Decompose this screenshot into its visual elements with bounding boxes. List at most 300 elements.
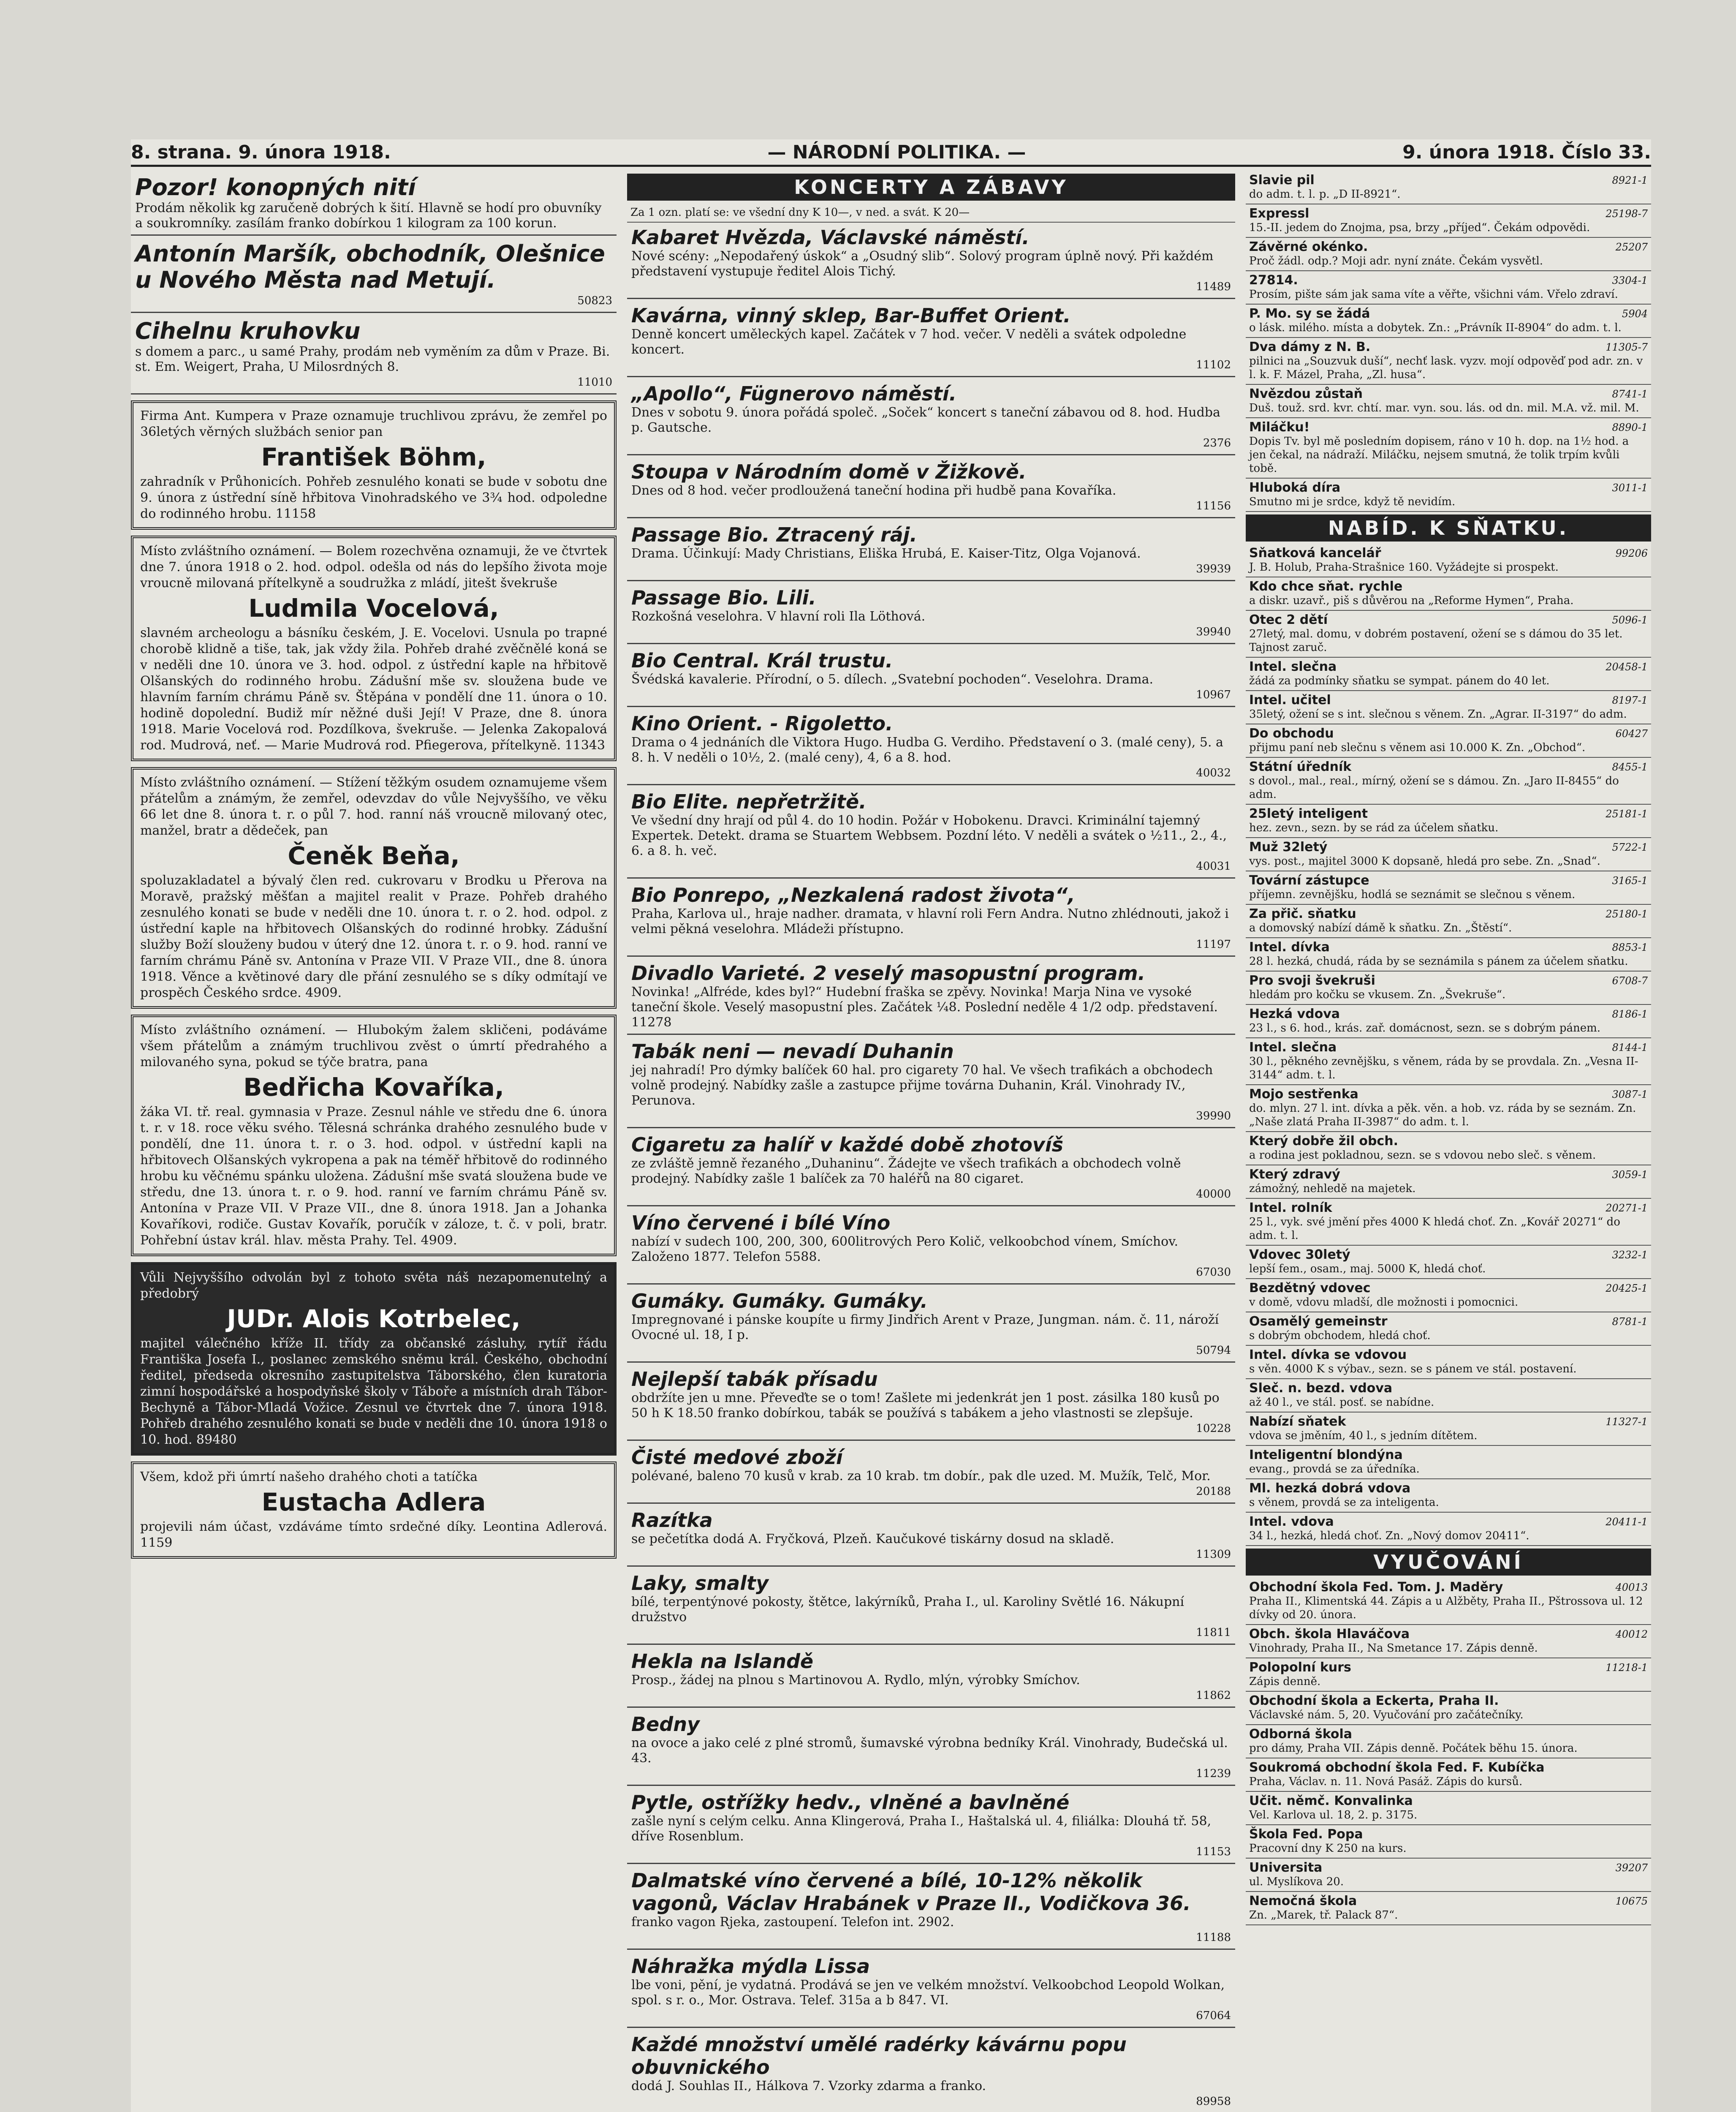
ad-text: 34 l., hezká, hledá choť. Zn. „Nový domov 20411“. [1249, 1530, 1530, 1542]
ad-number: 20188 [1196, 1485, 1231, 1498]
ad-text: a diskr. uzavř., piš s důvěrou na „Reforme Hymen“, Praha. [1249, 594, 1574, 607]
ad-title: Intel. učitel [1249, 693, 1331, 708]
ad-text: Praha, Karlova ul., hraje nadher. dramata, v hlavní roli Fern Andra. Nutno zhlédnouti, jakož i velmi pěkná veselohra. Mládeži přístupno. [631, 906, 1229, 936]
ad-text: Vel. Karlova ul. 18, 2. p. 3175. [1249, 1809, 1418, 1821]
ad-title: Vdovec 30letý [1249, 1247, 1350, 1262]
column-2 [627, 171, 1235, 2112]
ad-title: Do obchodu [1249, 726, 1334, 741]
ad-text: Proč žádl. odp.? Moji adr. nyní znáte. Čekám vysvětl. [1249, 255, 1543, 267]
classified-ad [1246, 171, 1651, 204]
ad-title: Kdo chce sňat. rychle [1249, 579, 1403, 594]
display-ad [627, 1788, 1235, 1864]
obituary-notice [131, 1462, 617, 1559]
ad-title: Sleč. n. bezd. vdova [1249, 1381, 1393, 1396]
obituary-notice [131, 400, 617, 530]
ad-number: 11239 [1196, 1767, 1231, 1780]
classified-ad [1246, 1346, 1651, 1379]
ad-text: Prosím, pište sám jak sama víte a věřte, všichni vám. Vřelo zdraví. [1249, 288, 1618, 301]
notice-body: projevili nám účast, vzdáváme tímto srdečné díky. Leontina Adlerová. 1159 [140, 1519, 607, 1550]
ad-title: Škola Fed. Popa [1249, 1827, 1363, 1842]
ad-text: žádá za podmínky sňatku se sympat. pánem do 40 let. [1249, 675, 1550, 687]
ad-id: 25180-1 [1606, 908, 1648, 920]
ad-headline: Kino Orient. - Rigoletto. [631, 712, 893, 735]
classified-ad [1246, 418, 1651, 479]
ad-text: Novinka! „Alfréde, kdes byl?“ Hudební fraška se zpěvy. Novinka! Marja Nina ve vysoké taneční škole. Veselý masopustní ples. Začátek ¼8. Poslední neděle 4 1/2 odp. představení. 11278 [631, 985, 1218, 1030]
ad-number: 40032 [1196, 767, 1231, 779]
ad-headline: Razítka [631, 1509, 713, 1532]
ad-text: bílé, terpentýnové pokosty, štětce, lakýrníků, Praha I., ul. Karoliny Světlé 16. Nákupní družstvo [631, 1595, 1185, 1625]
ad-number: 11153 [1196, 1845, 1231, 1858]
notice-intro: Vůli Nejvyššího odvolán byl z tohoto světa náš nezapomenutelný a předobrý [140, 1270, 607, 1301]
classified-ad [1246, 972, 1651, 1005]
ad-title: Závěrné okénko. [1249, 240, 1368, 254]
obituary-notice [131, 1262, 617, 1456]
classified-ads [1246, 171, 1651, 1925]
ad-text: s věn. 4000 K s výbav., sezn. se s pánem ve stál. postavení. [1249, 1363, 1577, 1375]
classified-ad [1246, 271, 1651, 305]
masthead-title: — NÁRODNÍ POLITIKA. — [767, 141, 1026, 163]
ad-text: 28 l. hezká, chudá, ráda by se seznámila s pánem za účelem sňatku. [1249, 955, 1628, 968]
ad-id: 8144-1 [1612, 1042, 1648, 1053]
ad-text: Prodám několik kg zaručeně dobrých k šití. Hlavně se hodí pro obuvníky a soukromníky. zasílám franko dobírkou 1 kilogram za 100 korun. [135, 201, 602, 231]
classified-ad [1246, 1085, 1651, 1132]
ad-headline: Bedny [631, 1713, 700, 1736]
ad-text: Václavské nám. 5, 20. Vyučování pro začátečníky. [1249, 1709, 1524, 1721]
ad-headline: Laky, smalty [631, 1572, 769, 1595]
ad-id: 25181-1 [1606, 808, 1648, 820]
ad-text: se pečetítka dodá A. Fryčková, Plzeň. Kaučukové tiskárny dosud na skladě. [631, 1532, 1114, 1546]
ad-id: 8186-1 [1612, 1008, 1648, 1020]
notice-intro: Firma Ant. Kumpera v Praze oznamuje truchlivou zprávu, že zemřel po 36letých věrných službách senior pan [140, 408, 607, 439]
classified-ad [1246, 871, 1651, 905]
ad-title: Mojo sestřenka [1249, 1087, 1358, 1102]
ad-number: 11811 [1196, 1626, 1231, 1639]
ad-text: Dopis Tv. byl mě posledním dopisem, ráno v 10 h. dop. na 1½ hod. a jen čekal, na nádraží. Miláčku, nejsem smutná, že tolik trpím kvůli tobě. [1249, 435, 1629, 475]
ad-text: o lásk. milého. místa a dobytek. Zn.: „Právník II-8904“ do adm. t. l. [1249, 321, 1622, 334]
ad-number: 11102 [1196, 359, 1231, 371]
display-ad [627, 709, 1235, 785]
classified-ad [1246, 1005, 1651, 1038]
deceased-name: František Böhm, [261, 443, 486, 471]
ad-title: Universita [1249, 1860, 1323, 1875]
obituary-notice [131, 536, 617, 761]
ad-title: Intel. slečna [1249, 659, 1337, 674]
ad-number: 10228 [1196, 1422, 1231, 1435]
ad-title: Obchodní škola Fed. Tom. J. Maděry [1249, 1580, 1503, 1595]
notice-intro: Místo zvláštního oznámení. — Stížení těžkým osudem oznamujeme všem přátelům a známým, že zemřel, odevzdav do vůle Nejvyššího, ve věku 66 let dne 8. února t. r. o půl 7. hod. ranní náš vroucně milovaný otec, manžel, bratr a dědeček, pan [140, 775, 607, 838]
ad-text: pilnici na „Souzvuk duší“, nechť lask. vyzv. mojí odpověď pod adr. zn. v l. k. F. Mázel, Praha, „Zl. husa“. [1249, 355, 1643, 381]
ad-text: Prosp., žádej na plnou s Martinovou A. Rydlo, mlýn, výrobky Smíchov. [631, 1673, 1080, 1687]
ad-headline: „Apollo“, Fügnerovo náměstí. [631, 382, 957, 405]
ad-id: 3232-1 [1612, 1249, 1648, 1261]
ad-title: Expressl [1249, 206, 1309, 221]
display-ad [627, 1208, 1235, 1285]
ad-text: lepší fem., osam., maj. 5000 K, hledá choť. [1249, 1263, 1486, 1275]
classified-ad [1246, 1692, 1651, 1725]
ad-title: Bezdětný vdovec [1249, 1281, 1371, 1296]
classified-ad [1246, 1578, 1651, 1625]
ad-text: Nové scény: „Nepodařený úskok“ a „Osudný slib“. Solový program úplně nový. Při každém představení vystupuje ředitel Alois Tichý. [631, 249, 1214, 279]
classified-ad [1246, 1859, 1651, 1892]
ad-id: 8781-1 [1612, 1316, 1648, 1328]
ad-text: a domovský nabízí dámě k sňatku. Zn. „Štěstí“. [1249, 922, 1512, 934]
ad-id: 11218-1 [1606, 1662, 1648, 1674]
ad-text: až 40 l., ve stál. posť. se nabídne. [1249, 1396, 1434, 1409]
ad-headline: Čisté medové zboží [631, 1446, 843, 1469]
ad-title: 25letý inteligent [1249, 806, 1368, 821]
classified-ad [1246, 1413, 1651, 1446]
ad-title: Sňatková kancelář [1249, 546, 1381, 561]
display-ad [627, 1866, 1235, 1950]
ad-number: 39939 [1196, 563, 1231, 575]
ad-text: Praha, Václav. n. 11. Nová Pasáž. Zápis do kursů. [1249, 1775, 1523, 1788]
display-ad [627, 1951, 1235, 2028]
ad-text: Drama o 4 jednáních dle Viktora Hugo. Hudba G. Verdiho. Představení o 3. (malé ceny), 5. a 8. h. V neděli o 10½, 2. (malé ceny), 4, 6 a 8. hod. [631, 735, 1223, 765]
ad-text: Praha II., Klimentská 44. Zápis a u Alžběty, Praha II., Pštrossova ul. 12 dívky od 20. února. [1249, 1595, 1643, 1621]
ad-id: 5722-1 [1612, 841, 1648, 853]
ad-text: jej nahradí! Pro dýmky balíček 60 hal. pro cigarety 70 hal. Ve všech trafikách a obchodech volně prodejný. Nabídky zašle a zastupce přijme továrna Duhanin, Král. Vinohrady IV., Perunova. [631, 1063, 1213, 1108]
ad-text: Dnes v sobotu 9. února pořádá společ. „Soček“ koncert s taneční zábavou od 8. hod. Hudba p. Gautsche. [631, 405, 1220, 435]
display-ad [627, 583, 1235, 644]
classified-ad [1246, 1625, 1651, 1658]
notice-intro: Všem, kdož při úmrtí našeho drahého choti a tatíčka [140, 1470, 478, 1484]
ad-headline: Divadlo Varieté. 2 veselý masopustní program. [631, 962, 1146, 985]
column-1 [131, 171, 617, 2112]
classified-ad [1246, 805, 1651, 838]
ad-id: 25207 [1615, 241, 1648, 253]
ad-text: zámožný, nehledě na majetek. [1249, 1182, 1416, 1195]
classified-ad [1246, 1165, 1651, 1199]
ad-text: zašle nyní s celým celku. Anna Klingerová, Praha I., Haštalská ul. 4, filiálka: Dlouhá tř. 58, dříve Rosenblum. [631, 1814, 1212, 1844]
ad-title: Hluboká díra [1249, 480, 1341, 495]
ad-text: 35letý, ožení se s int. slečnou s věnem. Zn. „Agrar. II-3197“ do adm. [1249, 708, 1627, 721]
ad-text: Vinohrady, Praha II., Na Smetance 17. Zápis denně. [1249, 1642, 1538, 1655]
ad-title: Pro svoji švekruši [1249, 973, 1375, 988]
display-ad [131, 237, 617, 313]
classified-ad [1246, 1312, 1651, 1346]
classified-ad [1246, 758, 1651, 805]
classified-ad [1246, 1379, 1651, 1413]
ad-id: 8853-1 [1612, 942, 1648, 953]
ad-id: 39207 [1615, 1862, 1648, 1874]
ad-text: hledám pro kočku se vkusem. Zn. „Švekruše“. [1249, 988, 1506, 1001]
ad-text: nabízí v sudech 100, 200, 300, 600litrových Pero Količ, velkoobchod vínem, Smíchov. Založeno 1877. Telefon 5588. [631, 1234, 1179, 1264]
ad-title: Za přič. sňatku [1249, 906, 1356, 921]
ad-headline: Gumáky. Gumáky. Gumáky. [631, 1290, 928, 1312]
deceased-name: Eustacha Adlera [261, 1488, 486, 1516]
ad-headline: Kavárna, vinný sklep, Bar-Buffet Orient. [631, 304, 1071, 327]
ad-text: 15.-II. jedem do Znojma, psa, brzy „příjed“. Čekám odpovědi. [1249, 221, 1590, 234]
ad-text: Pracovní dny K 250 na kurs. [1249, 1842, 1407, 1855]
ad-headline: Stoupa v Národním domě v Žižkově. [631, 460, 1027, 483]
ad-text: s domem a parc., u samé Prahy, prodám neb vyměním za dům v Praze. Bi. st. Em. Weigert, Praha, U Milosrdných 8. [135, 344, 610, 374]
classified-ad [1246, 611, 1651, 658]
notice-intro: Místo zvláštního oznámení. — Bolem rozechvěna oznamuji, že ve čtvrtek dne 7. února 1918 o 2. hod. odpol. odešla od nás do lepšího života moje vroucně milovaná přítelkyně a soudružka z mládí, jitešt švekruše [140, 544, 607, 591]
classified-ad [1246, 1725, 1651, 1758]
ad-title: Intel. rolník [1249, 1200, 1332, 1215]
display-ad [627, 301, 1235, 377]
ad-id: 3059-1 [1612, 1169, 1648, 1181]
ad-headline: Pytle, ostřížky hedv., vlněné a bavlněné [631, 1791, 1070, 1814]
display-ad [627, 1709, 1235, 1786]
ad-title: Obch. škola Hlaváčova [1249, 1627, 1410, 1641]
ad-title: P. Mo. sy se žádá [1249, 306, 1370, 321]
ad-text: do. mlyn. 27 l. int. dívka a pěk. věn. a hob. vz. ráda by se seznám. Zn. „Naše zlatá Praha II-3987“ do adm. t. l. [1249, 1102, 1636, 1128]
ad-id: 40013 [1615, 1581, 1648, 1593]
column-3 [1246, 171, 1651, 2112]
vyucovani-banner: VYUČOVÁNÍ [1246, 1549, 1651, 1576]
ad-headline: Cigaretu za halíř v každé době zhotovíš [631, 1133, 1064, 1156]
ad-headline: Passage Bio. Lili. [631, 586, 816, 609]
classified-ad [1246, 238, 1651, 271]
ad-title: Nabízí sňatek [1249, 1414, 1346, 1429]
display-ad [627, 880, 1235, 957]
ad-title: Který zdravý [1249, 1167, 1340, 1182]
deceased-name: Bedřicha Kovaříka, [243, 1073, 504, 1102]
ad-id: 8741-1 [1612, 388, 1648, 400]
ad-id: 20411-1 [1606, 1516, 1648, 1528]
display-ad [627, 520, 1235, 581]
ad-number: 40000 [1196, 1188, 1231, 1200]
ad-headline: Bio Ponrepo, „Nezkalená radost života“, [631, 884, 1075, 906]
classified-ad [1246, 1279, 1651, 1312]
ad-id: 3087-1 [1612, 1089, 1648, 1100]
classified-ad [1246, 1658, 1651, 1692]
ad-number: 11010 [577, 376, 612, 389]
ad-number: 39990 [1196, 1110, 1231, 1122]
ad-title: Odborná škola [1249, 1727, 1353, 1742]
ad-title: Intel. slečna [1249, 1040, 1337, 1055]
ad-text: dodá J. Souhlas II., Hálkova 7. Vzorky zdarma a franko. [631, 2079, 986, 2093]
ad-text: 27letý, mal. domu, v dobrém postavení, ožení se s dámou do 35 let. Tajnost zaruč. [1249, 628, 1623, 654]
ad-number: 11489 [1196, 280, 1231, 293]
ad-number: 39940 [1196, 626, 1231, 638]
ad-title: Polopolní kurs [1249, 1660, 1351, 1675]
column-2-ads [627, 223, 1235, 2112]
display-ad [627, 223, 1235, 299]
ad-title: Slavie pil [1249, 173, 1315, 188]
ad-text: hez. zevn., sezn. by se rád za účelem sňatku. [1249, 822, 1499, 834]
classified-ad [1246, 577, 1651, 611]
display-ad [627, 2030, 1235, 2112]
display-ad [627, 1130, 1235, 1206]
ad-id: 5904 [1622, 308, 1648, 320]
ad-headline: Každé množství umělé radérky kávárnu popu obuvnického [631, 2033, 1127, 2079]
ad-title: Dva dámy z N. B. [1249, 340, 1371, 354]
ad-text: pro dámy, Praha VII. Zápis denně. Počátek běhu 15. února. [1249, 1742, 1578, 1755]
classified-ad [1246, 338, 1651, 385]
ad-text: s dovol., mal., real., mírný, ožení se s dámou. Zn. „Jaro II-8455“ do adm. [1249, 775, 1619, 801]
ad-id: 8197-1 [1612, 694, 1648, 706]
ad-id: 20458-1 [1606, 661, 1648, 673]
ad-title: Nvězdou zůstaň [1249, 386, 1363, 401]
ad-text: Denně koncert uměleckých kapel. Začátek v 7 hod. večer. V neděli a svátek odpoledne koncert. [631, 327, 1187, 357]
display-ad [627, 646, 1235, 707]
classified-ad [1246, 724, 1651, 758]
deceased-name: Ludmila Vocelová, [248, 594, 499, 623]
ad-title: Soukromá obchodní škola Fed. F. Kubíčka [1249, 1760, 1545, 1775]
ad-id: 20425-1 [1606, 1282, 1648, 1294]
ad-number: 11309 [1196, 1548, 1231, 1561]
classified-ad [1246, 204, 1651, 238]
ad-number: 10967 [1196, 689, 1231, 701]
ad-id: 8455-1 [1612, 761, 1648, 773]
ad-text: Impregnované i pánske koupíte u firmy Jindřich Arent v Praze, Jungman. nám. č. 11, nároží Ovocné ul. 18, I p. [631, 1312, 1219, 1342]
ad-title: Učit. němč. Konvalinka [1249, 1794, 1413, 1808]
ad-number: 40031 [1196, 860, 1231, 873]
display-ad [627, 379, 1235, 455]
notice-body: majitel válečného kříže II. třídy za občanské zásluhy, rytíř řádu Františka Josefa I., poslanec zemského sněmu král. Českého, obchodní ředitel, předseda okresního zastupitelstva Táborského, člen kuratoria zimní hospodářské a hospodyňské školy v Táboře a místních drah Tábor-Bechyně a Tábor-Mladá Vožice. Zesnul ve čtvrtek dne 7. února 1918. Pohřeb drahého zesnulého konati se bude v neděli dne 10. února 1918 o 10. hod. 89480 [140, 1336, 607, 1447]
obituary-notice [131, 767, 617, 1009]
notice-body: žáka VI. tř. real. gymnasia v Praze. Zesnul náhle ve středu dne 6. února t. r. v 18. roce věku svého. Tělesná schránka drahého zesnulého bude v pondělí, dne 11. února t. r. o 3. hod. odpol. v ústřední kapli na hřbitovech Olšanských vykropena a pak na téměř hřbitově do rodinného hrobu ku věčnému spánku uložena. Zádušní mše svatá sloužena bude ve středu, dne 13. února t. r. o 9. hod. ranní ve farním chrámu Páně sv. Antonína v Praze VII. V Praze VII., dne 8. února 1918. Jan a Johanka Kovaříkovi, rodiče. Gustav Kovařík, poručík v záloze, t. č. v poli, bratr. Pohřební ústav král. hlav. města Prahy. Tel. 4909. [140, 1105, 607, 1248]
ad-id: 10675 [1615, 1895, 1648, 1907]
ad-number: 89958 [1196, 2095, 1231, 2108]
classified-ad [1246, 691, 1651, 724]
ad-title: Miláčku! [1249, 420, 1310, 435]
display-ad [627, 1505, 1235, 1567]
masthead [131, 139, 1651, 167]
deceased-name: Čeněk Beňa, [288, 841, 460, 870]
ad-id: 25198-7 [1606, 208, 1648, 220]
classified-ad [1246, 544, 1651, 577]
classified-ad [1246, 1446, 1651, 1479]
column-1-ads [131, 171, 617, 395]
ad-text: franko vagon Rjeka, zastoupení. Telefon int. 2902. [631, 1915, 954, 1930]
ad-title: Státní úředník [1249, 759, 1352, 774]
ad-headline: Nejlepší tabák přísadu [631, 1368, 878, 1391]
ad-text: a rodina jest pokladnou, sezn. se s vdovou nebo sleč. s věnem. [1249, 1149, 1596, 1162]
ad-title: Tovární zástupce [1249, 873, 1369, 888]
ad-id: 20271-1 [1606, 1202, 1648, 1214]
ad-text: přijmu paní neb slečnu s věnem asi 10.000 K. Zn. „Obchod“. [1249, 741, 1586, 754]
display-ad [627, 1364, 1235, 1441]
ad-number: 50794 [1196, 1344, 1231, 1357]
ad-text: Smutno mi je srdce, když tě nevidím. [1249, 495, 1456, 508]
display-ad [627, 958, 1235, 1035]
ad-text: Švédská kavalerie. Přírodní, o 5. dílech. „Svatební pochoden“. Veselohra. Drama. [631, 672, 1154, 687]
ad-id: 8921-1 [1612, 174, 1648, 186]
display-ad [627, 457, 1235, 518]
ad-text: J. B. Holub, Praha-Strašnice 160. Vyžádejte si prospekt. [1249, 561, 1559, 574]
classified-ad [1246, 1892, 1651, 1925]
ad-title: Který dobře žil obch. [1249, 1134, 1398, 1149]
ad-number: 11862 [1196, 1689, 1231, 1702]
display-ad [131, 315, 617, 395]
display-ad [627, 1442, 1235, 1504]
ad-headline: Kabaret Hvězda, Václavské náměstí. [631, 226, 1030, 249]
classified-ad [1246, 1513, 1651, 1546]
classified-ad [1246, 305, 1651, 338]
ad-id: 6708-7 [1612, 975, 1648, 987]
ad-id: 99206 [1615, 547, 1648, 559]
ad-text: Drama. Účinkují: Mady Christians, Eliška Hrubá, E. Kaiser-Titz, Olga Vojanová. [631, 546, 1141, 561]
classified-ad [1246, 1132, 1651, 1165]
ad-title: Obchodní škola a Eckerta, Praha II. [1249, 1693, 1499, 1708]
ad-number: 11197 [1196, 938, 1231, 951]
classified-ad [1246, 1038, 1651, 1085]
ad-text: Dnes od 8 hod. večer prodloužená taneční hodina při hudbě pana Kovaříka. [631, 483, 1117, 498]
ad-text: vdova se jměním, 40 l., s jedním dítětem. [1249, 1429, 1478, 1442]
ad-headline: Passage Bio. Ztracený ráj. [631, 523, 917, 546]
ad-text: na ovoce a jako celé z plné stromů, šumavské výrobna bedníky Král. Vinohrady, Budečská ul. 43. [631, 1736, 1228, 1766]
classified-ad [1246, 938, 1651, 972]
ad-text: Zn. „Marek, tř. Palack 87“. [1249, 1909, 1398, 1921]
classified-ad [1246, 905, 1651, 938]
ad-text: vys. post., majitel 3000 K dopsaně, hledá pro sebe. Zn. „Snad“. [1249, 855, 1600, 868]
ad-id: 60427 [1615, 728, 1648, 740]
newspaper-page [131, 139, 1651, 2112]
ad-number: 50823 [577, 294, 612, 307]
ad-title: Ml. hezká dobrá vdova [1249, 1481, 1411, 1496]
ad-title: Intel. dívka se vdovou [1249, 1347, 1407, 1362]
ad-headline: Antonín Maršík, obchodník, Olešnice u Nového Města nad Metují. [135, 240, 605, 293]
display-ad [627, 1037, 1235, 1128]
classified-ad [1246, 1479, 1651, 1513]
ad-headline: Náhražka mýdla Lissa [631, 1955, 870, 1978]
masthead-right: 9. února 1918. Číslo 33. [1402, 141, 1651, 163]
ad-text: ze zvláště jemně řezaného „Duhaninu“. Žádejte ve všech trafikách a obchodech volně prodejný. Nabídky zašle 1 balíček za 70 haléřů na 80 cigaret. [631, 1156, 1181, 1186]
ad-text: Zápis denně. [1249, 1675, 1321, 1688]
ad-text: Rozkošná veselohra. V hlavní roli Ila Löthová. [631, 609, 926, 624]
ad-id: 3011-1 [1612, 482, 1648, 494]
classified-ad [1246, 658, 1651, 691]
classified-ad [1246, 479, 1651, 512]
classified-ad [1246, 1758, 1651, 1792]
ad-text: Ve všední dny hrají od půl 4. do 10 hodin. Požár v Hobokenu. Dravci. Kriminální tajemný Expertek. Detekt. drama se Stuartem Webbsem. Pozdní léto. V neděli a svátek o ½11., 2., 4., 6. a 8. h. več. [631, 813, 1227, 858]
ad-title: Inteligentní blondýna [1249, 1448, 1403, 1462]
ad-number: 67030 [1196, 1266, 1231, 1279]
ad-text: ul. Myslíkova 20. [1249, 1875, 1344, 1888]
ad-text: v domě, vdovu mladší, dle možnosti i pomocnici. [1249, 1296, 1519, 1309]
ad-text: do adm. t. l. p. „D II-8921“. [1249, 188, 1401, 201]
obituary-notices [131, 400, 617, 1559]
ad-number: 11156 [1196, 500, 1231, 512]
section-banner-koncerty: KONCERTY A ZÁBAVY [627, 174, 1235, 201]
classified-ad [1246, 1246, 1651, 1279]
nabidky-sňatku-banner: NABÍD. K SŇATKU. [1246, 514, 1651, 542]
notice-body: spoluzakladatel a bývalý člen red. cukrovaru v Brodku u Přerova na Moravě, pražský měšťan a majitel realit v Praze. Pohřeb drahého zesnulého konati se bude v neděli dne 10. února t. r. o 2. hod. odpol. z ústřední kaple na hřbitovech Olšanských do rodinné hrobky. Zádušní služby Boží slouženy budou v úterý dne 12. února t. r. o 9. hod. ranní ve farním chrámu Páně sv. Antonína v Praze VII. V Praze VII., dne 8. února 1918. Věnce a květinové dary dle přání zesnulého se s díky odmítají ve prospěch Českého srdce. 4909. [140, 873, 607, 1000]
ad-title: Intel. vdova [1249, 1514, 1334, 1529]
deceased-name: JUDr. Alois Kotrbelec, [227, 1304, 521, 1333]
section-note: Za 1 ozn. platí se: ve všední dny K 10—, v ned. a svát. K 20— [627, 203, 1235, 223]
ad-title: Otec 2 dětí [1249, 612, 1328, 627]
classified-ad [1246, 1792, 1651, 1825]
display-ad [131, 171, 617, 236]
ad-id: 8890-1 [1612, 422, 1648, 433]
ad-id: 11327-1 [1606, 1416, 1648, 1428]
ad-text: 23 l., s 6. hod., krás. zař. domácnost, sezn. se s dobrým pánem. [1249, 1022, 1601, 1034]
ad-text: obdržíte jen u mne. Převeďte se o tom! Zašlete mi jedenkrát jen 1 post. zásilka 180 kusů po 50 h K 18.50 franko dobírkou, tabák se používá s tabákem a jeho vlastnosti se zlepšuje. [631, 1391, 1220, 1421]
display-ad [627, 1647, 1235, 1708]
obituary-notice [131, 1015, 617, 1256]
display-ad [627, 787, 1235, 879]
ad-headline: Hekla na Islandě [631, 1650, 814, 1673]
ad-title: Intel. dívka [1249, 940, 1330, 955]
ad-id: 5096-1 [1612, 614, 1648, 626]
ad-number: 2376 [1203, 437, 1231, 449]
ad-text: s dobrým obchodem, hledá choť. [1249, 1329, 1431, 1342]
masthead-left: 8. strana. 9. února 1918. [131, 141, 391, 163]
ad-headline: Cihelnu kruhovku [135, 318, 361, 344]
ad-id: 40012 [1615, 1628, 1648, 1640]
ad-title: 27814. [1249, 273, 1298, 288]
ad-text: Duš. touž. srd. kvr. chtí. mar. vyn. sou. lás. od dn. mil. M.A. vž. mil. M. [1249, 402, 1639, 414]
ad-headline: Bio Central. Král trustu. [631, 649, 893, 672]
ad-text: evang., provdá se za úředníka. [1249, 1463, 1420, 1475]
classified-ad [1246, 1825, 1651, 1859]
ad-id: 3304-1 [1612, 275, 1648, 286]
ad-headline: Dalmatské víno červené a bílé, 10-12% několik vagonů, Václav Hrabánek v Praze II., Vodičkova 36. [631, 1869, 1191, 1915]
